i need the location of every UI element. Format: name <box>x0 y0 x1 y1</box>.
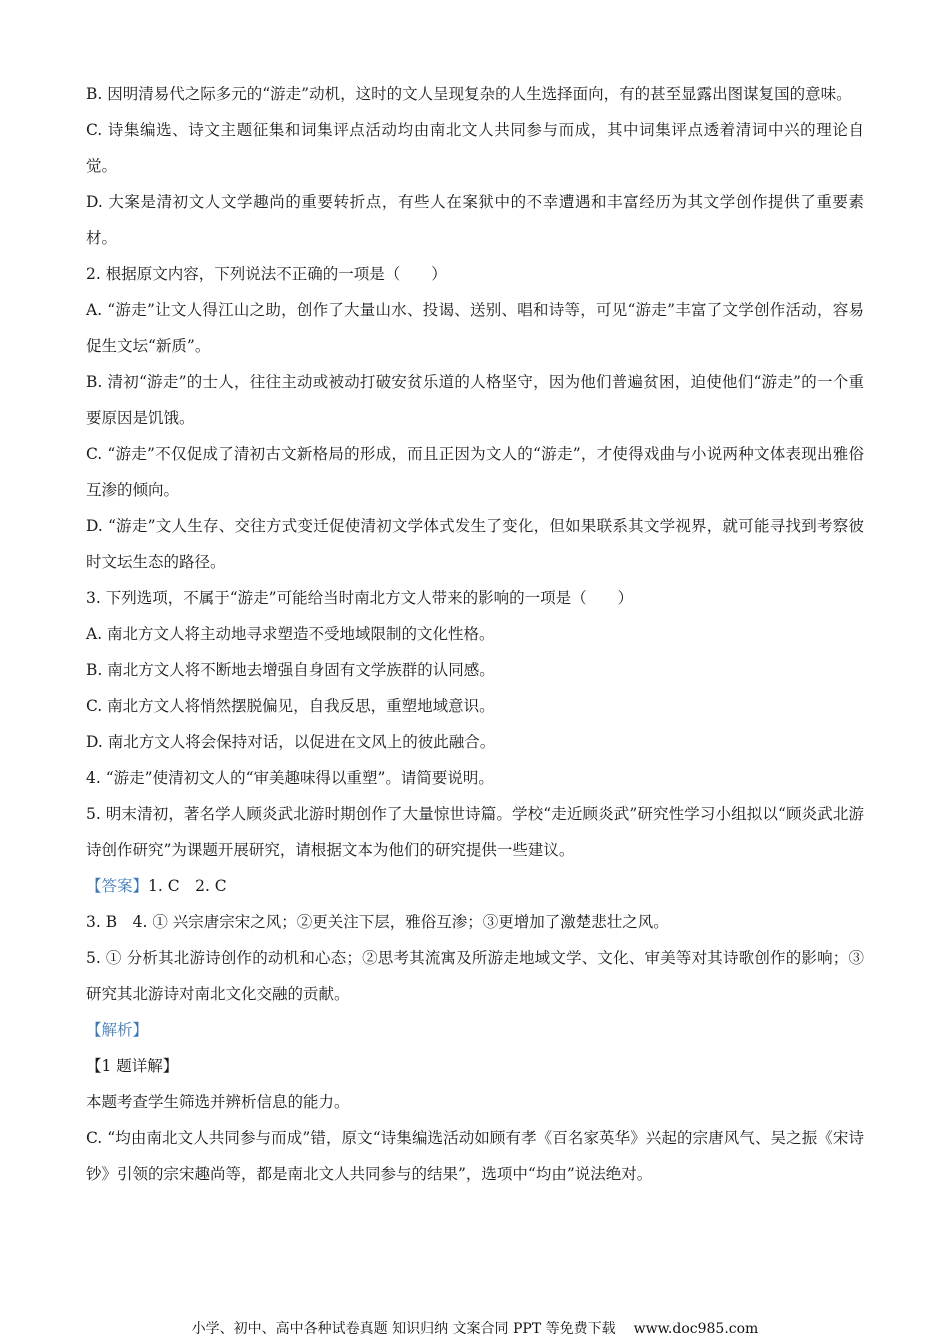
answer-5: 5. ① 分析其北游诗创作的动机和心态；②思考其流寓及所游走地域文学、文化、审美等对其诗歌创作的影响；③研究其北游诗对南北文化交融的贡献。 <box>86 949 864 1003</box>
footer-site: www.doc985.com <box>633 1321 759 1337</box>
detail-heading: 【1 题详解】 <box>86 1057 179 1075</box>
page-footer <box>0 1318 950 1338</box>
answer-3-4: 3. B 4. ① 兴宗唐宗宋之风；②更关注下层，雅俗互渗；③更增加了激楚悲壮之风。 <box>86 913 669 931</box>
answer-tag: 【答案】 <box>86 877 149 895</box>
option-1c: C. 诗集编选、诗文主题征集和词集评点活动均由南北文人共同参与而成，其中词集评点透着清词中兴的理论自觉。 <box>86 121 864 175</box>
option-2a: A. “游走”让文人得江山之助，创作了大量山水、投谒、送别、唱和诗等，可见“游走”丰富了文学创作活动，容易促生文坛“新质”。 <box>86 301 864 355</box>
question-4: 4. “游走”使清初文人的“审美趣味得以重塑”。请简要说明。 <box>86 769 494 787</box>
option-3b: B. 南北方文人将不断地去增强自身固有文学族群的认同感。 <box>86 661 495 679</box>
document-body <box>86 76 864 1192</box>
detail-paragraph: 本题考查学生筛选并辨析信息的能力。 <box>86 1093 350 1111</box>
option-3c: C. 南北方文人将悄然摆脱偏见，自我反思，重塑地域意识。 <box>86 697 495 715</box>
detail-paragraph: C. “均由南北文人共同参与而成”错，原文“诗集编选活动如顾有孝《百名家英华》兴起的宗唐风气、吴之振《宋诗钞》引领的宗宋趣尚等，都是南北文人共同参与的结果”，选项中“均由”说法绝对。 <box>86 1129 864 1183</box>
option-2b: B. 清初“游走”的士人，往往主动或被动打破安贫乐道的人格坚守，因为他们普遍贫困，迫使他们“游走”的一个重要原因是饥饿。 <box>86 373 864 427</box>
option-3a: A. 南北方文人将主动地寻求塑造不受地域限制的文化性格。 <box>86 625 495 643</box>
analysis-tag: 【解析】 <box>86 1021 149 1039</box>
option-1d: D. 大案是清初文人文学趣尚的重要转折点，有些人在案狱中的不幸遭遇和丰富经历为其文学创作提供了重要素材。 <box>86 193 864 247</box>
option-1b: B. 因明清易代之际多元的“游走”动机，这时的文人呈现复杂的人生选择面向，有的甚至显露出图谋复国的意味。 <box>86 85 852 103</box>
option-2d: D. “游走”文人生存、交往方式变迁促使清初文学体式发生了变化，但如果联系其文学视界，就可能寻找到考察彼时文坛生态的路径。 <box>86 517 864 571</box>
option-2c: C. “游走”不仅促成了清初古文新格局的形成，而且正因为文人的“游走”，才使得戏曲与小说两种文体表现出雅俗互渗的倾向。 <box>86 445 864 499</box>
answer-line: 1. C 2. C <box>148 877 227 895</box>
footer-text: 小学、初中、高中各种试卷真题 知识归纳 文案合同 PPT 等免费下载 <box>191 1321 616 1337</box>
question-3: 3. 下列选项，不属于“游走”可能给当时南北方文人带来的影响的一项是（ ） <box>86 589 634 607</box>
question-5: 5. 明末清初，著名学人顾炎武北游时期创作了大量惊世诗篇。学校“走近顾炎武”研究性学习小组拟以“顾炎武北游诗创作研究”为课题开展研究，请根据文本为他们的研究提供一些建议。 <box>86 805 864 859</box>
answer-heading <box>86 868 864 904</box>
question-2: 2. 根据原文内容，下列说法不正确的一项是（ ） <box>86 265 447 283</box>
option-3d: D. 南北方文人将会保持对话，以促进在文风上的彼此融合。 <box>86 733 496 751</box>
